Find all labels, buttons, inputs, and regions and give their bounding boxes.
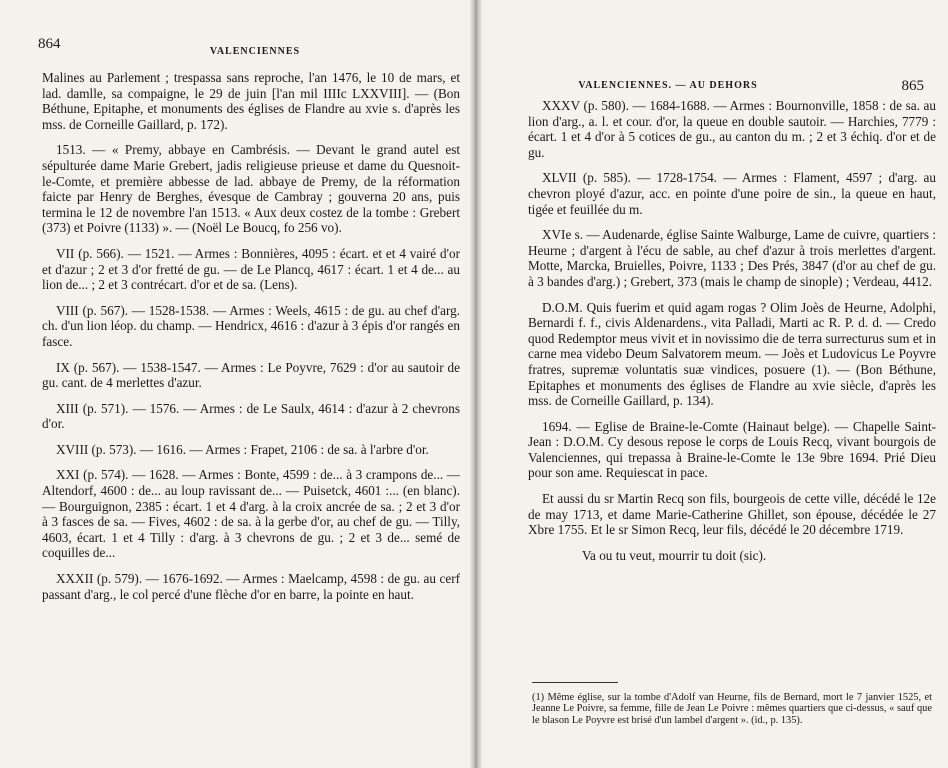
paragraph: XXXII (p. 579). — 1676-1692. — Armes : Maelcamp, 4598 : de gu. au cerf passant d'arg., le col percé d'une flèche d'or en barre, la pointe en haut. <box>42 571 460 602</box>
paragraph: VIII (p. 567). — 1528-1538. — Armes : Weels, 4615 : de gu. au chef d'arg. ch. d'un lion léop. du champ. — Hendricx, 4616 : d'azur à 3 épis d'or rangés en fasce. <box>42 302 460 349</box>
paragraph: VII (p. 566). — 1521. — Armes : Bonnières, 4095 : écart. et et 4 vairé d'or et d'azur ; 2 et 3 d'or fretté de gu. — de Le Plancq, 4617 : écart. 1 et 4 de... au lion de... ; 2 et 3 contrécart. d'or et de sa. (Lens). <box>42 245 460 293</box>
left-page <box>0 0 470 768</box>
paragraph: Et aussi du sr Martin Recq son fils, bourgeois de cette ville, décédé le 12e de may 1713, et dame Marie-Catherine Ghillet, son épouse, décédée le 27 Xbre 1755. Et le sr Simon Recq, leur fils, décédé le 20 décembre 1719. <box>528 491 936 538</box>
right-page <box>484 0 948 768</box>
page-number-left: 864 <box>38 36 61 52</box>
paragraph: XIII (p. 571). — 1576. — Armes : de Le Saulx, 4614 : d'azur à 2 chevrons d'or. <box>42 400 460 432</box>
paragraph: XXXV (p. 580). — 1684-1688. — Armes : Bournonville, 1858 : de sa. au lion d'arg., a. l. et cour. d'or, la queue en double sautoir. — Harchies, 7779 : écart. 1 et 4 d'or à 5 cotices de gu., au canton du m. ; 2 et 3 échiq. d'or et de gu. <box>528 98 936 160</box>
paragraph: IX (p. 567). — 1538-1547. — Armes : Le Poyvre, 7629 : d'or au sautoir de gu. cant. de 4 merlettes d'azur. <box>42 359 460 391</box>
paragraph: XVIe s. — Audenarde, église Sainte Walburge, Lame de cuivre, quartiers : Heurne ; d'argent à l'écu de sable, au chef d'azur à trois merlettes d'argent. Motte, Marcka, Bruielles, Poivre, 1133 ; Des Prés, 3847 (d'or au chef de gu. à 3 bandes d'arg.) ; Grebert, 373 (mais le champ de sinople) ; Verdeau, 4412. <box>528 227 936 289</box>
paragraph: XLVII (p. 585). — 1728-1754. — Armes : Flament, 4597 ; d'arg. au chevron ployé d'azur, acc. en pointe d'une poire de sin., la queue en haut, tigée et feuillée du m. <box>528 170 936 217</box>
running-head-right: VALENCIENNES. — AU DEHORS <box>578 80 758 91</box>
left-page-body <box>42 70 460 612</box>
paragraph: Va ou tu veut, mourrir tu doit (sic). <box>582 547 767 563</box>
paragraph: D.O.M. Quis fuerim et quid agam rogas ? Olim Joès de Heurne, Adolphi, Bernardi f. f., civis Aldenardens., vita Palladi, Marti ac R. P. d. d. — Credo quod Redemptor meus vivit et in novissimo die de terra surrecturus sum et in carne mea videbo Deum Salvatorem meum. — Joès et Ludovicus Le Poyvre fratres, supremæ voluntatis suæ vindices, posuere (1). — (Bon Béthune, Epitaphes et monuments des églises de Flandre au xvie siècle, d'après les mss. de Corneille Gaillard, p. 134). <box>528 299 936 409</box>
right-page-body <box>528 98 936 573</box>
paragraph: XXI (p. 574). — 1628. — Armes : Bonte, 4599 : de... à 3 crampons de... — Altendorf, 4600 : de... au loup ravissant de... — Puisetck, 4601 :... (en blanc). — Bourguignon, 2385 : écart. 1 et 4 d'arg. à la croix ancrée de sa. ; 2 et 3 d'or à 3 fasces de sa. — Fives, 4602 : de sa. à la gerbe d'or, au chef de gu. — Tilly, 4603, écart. 1 et 4 Tilly : d'arg. à 3 chevrons de gu. ; 2 et 3 de... semé de coquilles de... <box>42 467 460 561</box>
running-head-left: VALENCIENNES <box>209 46 301 57</box>
footnote-rule <box>532 682 618 683</box>
page-number-right: 865 <box>901 78 924 94</box>
paragraph: 1513. — « Premy, abbaye en Cambrésis. — Devant le grand autel est sépulturée dame Marie Grebert, jadis religieuse prieuse et dame du Quesnoit-le-Comte, et première abbesse de lad. abbaye de Premy, de la réformation faicte par Henry de Berghes, évesque de Cambray ; gouverna 20 ans, puis termina le 12 de novembre l'an 1513. « Aux deux costez de la tombe : Grebert (373) et Poivre (1133) ». — (Noël Le Boucq, fo 256 vo). <box>42 142 460 236</box>
paragraph: Malines au Parlement ; trespassa sans reproche, l'an 1476, le 10 de mars, et lad. damlle, sa compaigne, le 29 de juin [l'an mil IIIIc LXXVIII]. — (Bon Béthune, Epitaphe, et monuments des églises de Flandre au xvie s. d'après les mss. de Corneille Gaillard, p. 172). <box>42 70 460 132</box>
paragraph: XVIII (p. 573). — 1616. — Armes : Frapet, 2106 : de sa. à l'arbre d'or. <box>56 441 429 457</box>
paragraph: 1694. — Eglise de Braine-le-Comte (Hainaut belge). — Chapelle Saint-Jean : D.O.M. Cy desous repose le corps de Louis Recq, vivant bourgois de Valenciennes, qui trepassa à Braine-le-Comte le 13e 9bre 1694. Prié Dieu pour son ame. Requiescat in pace. <box>528 418 936 481</box>
footnote: (1) Même église, sur la tombe d'Adolf van Heurne, fils de Bernard, mort le 7 janvier 1525, et Jeanne Le Poivre, sa femme, fille de Jean Le Poivre : mêmes quartiers que ci-dessus, « sauf que le blason Le Poyvre est brisé d'un lambel d'argent ». (id., p. 135). <box>532 692 932 726</box>
book-gutter <box>470 0 482 768</box>
